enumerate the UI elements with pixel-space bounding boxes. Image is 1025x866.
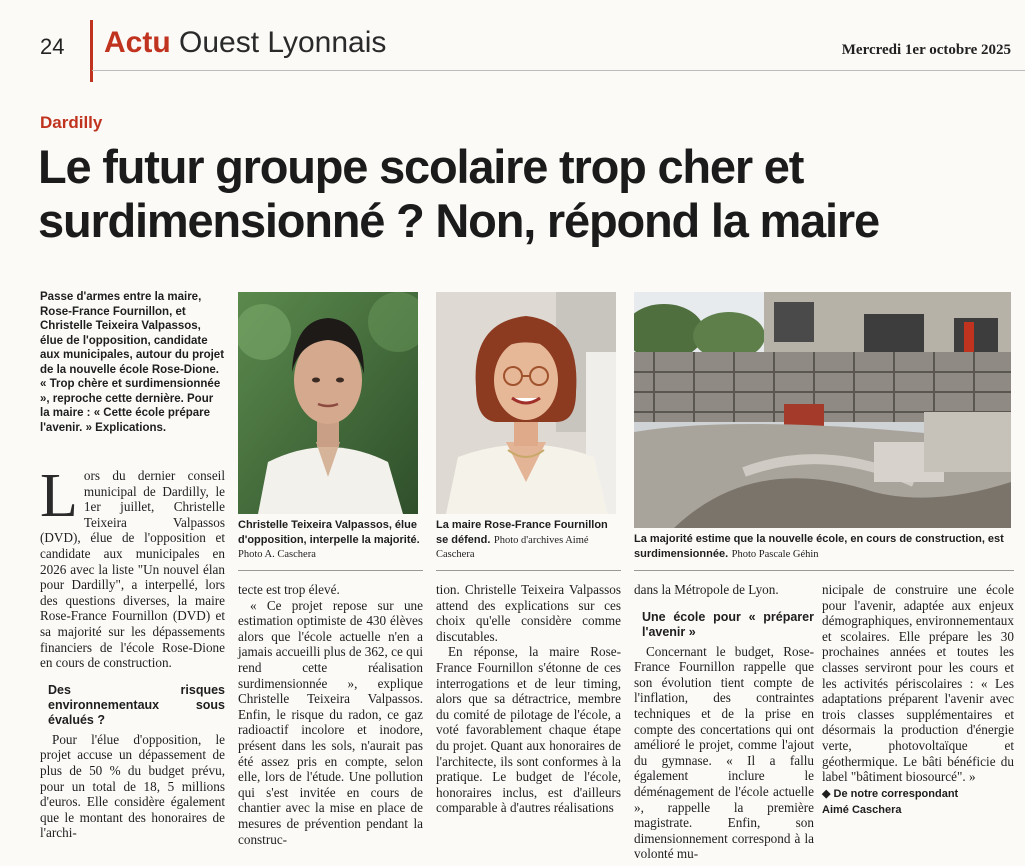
photo-opposition-councillor [238,292,418,514]
page-header [0,0,1025,82]
header-divider [90,20,93,82]
header-rule [92,70,1025,71]
subheading: Des risques environnementaux sous évalués ? [48,682,225,727]
byline-author: Aimé Caschera [822,803,902,816]
photo-caption-mayor [436,518,621,562]
drop-cap: L [40,462,78,530]
paragraph: En réponse, la maire Rose-France Fournillon s'étonne de ces interrogations et de leur timing, alors que sa détractrice, membre du comité de pilotage de l'école, a voté favorablement chaque étape du projet. Quant aux honoraires de l'architecte, ils sont conformes à la pratique. Le budget de l'école, honoraires inclus, est d'ailleurs comparable à d'autres réalisations [436,644,621,816]
byline-correspondent: ◆ De notre correspondant [822,787,959,800]
issue-date: Mercredi 1er octobre 2025 [841,42,1011,58]
portrait-photo-icon [436,292,616,514]
article-column-1 [40,462,225,841]
paragraph: dans la Métropole de Lyon. [634,582,779,597]
article-kicker: Dardilly [40,113,103,132]
subheading: Une école pour « préparer l'avenir » [642,609,814,639]
photo-credit: Photo d'archives Aimé Caschera [436,534,589,560]
article-column-5 [822,582,1014,817]
article-column-2 [238,582,423,847]
paragraph: « Ce projet repose sur une estimation optimiste de 430 élèves alors que l'école actuelle n'en a jamais accueilli plus de 362, ce qui rend cette réalisation surdimensionnée », explique Christelle Teixeira Valpassos. Enfin, le risque du radon, ce gaz radioactif incolore et inodore, présent dans les sols, n'aurait pas été assez pris en compte, selon elle, lors de l'étude. Une pollution qui s'est invitée en cours de chantier avec la mise en place de mesures de prévention pendant la construc- [238,597,423,847]
caption-text: La majorité estime que la nouvelle école, en cours de construction, est surdimensionnée. [634,533,1004,560]
caption-divider [634,570,1014,571]
photo-caption-opposition [238,518,423,562]
article-lede: Passe d'armes entre la maire, Rose-France Fournillon, et Christelle Teixeira Valpassos, élue de l'opposition, candidate aux municipales, autour du projet de la nouvelle école Rose-Dione. « Trop chère et surdimensionnée », reproche cette dernière. Pour la maire : « Cette école prépare l'avenir. » Explications. [40,291,225,434]
article-column-4 [634,582,814,862]
caption-text: Christelle Teixeira Valpassos, élue d'opposition, interpelle la majorité. [238,519,420,546]
caption-divider [436,570,621,571]
article-headline: Le futur groupe scolaire trop cher et surdimensionné ? Non, répond la maire [38,140,879,247]
section-name: Ouest Lyonnais [179,26,387,59]
caption-divider [238,570,423,571]
paragraph: nicipale de construire une école pour l'avenir, adaptée aux enjeux démographiques, environnementaux et scolaires. Elle prépare les 30 prochaines années et toutes les classes serviront pour les cours et les activités périscolaires : « Les adaptations préparent l'avenir avec trois classes supplémentaires et désormais la production d'énergie verte, photovoltaïque et géothermique. Le bâti bénéficie du label "bâtiment biosourcé". » [822,582,1014,785]
photo-mayor [436,292,616,514]
photo-credit: Photo A. Caschera [238,549,316,560]
photo-credit: Photo Pascale Géhin [731,548,819,560]
photo-construction-site [634,292,1011,528]
page-number: 24 [40,34,65,59]
article-column-3 [436,582,621,816]
paragraph: Pour l'élue d'opposition, le projet accuse un dépassement de plus de 50 % du budget prévu, pour un total de 18, 5 millions d'euros. Elle considère également que le montant des honoraires de l'archi- [40,731,225,841]
paragraph [40,462,225,671]
section-prefix: Actu [104,26,171,59]
paragraph-text: ors du dernier conseil municipal de Dardilly, le 1er juillet, Christelle Teixeira Valpassos (DVD), élue de l'opposition et candidate aux municipales en 2026 avec la liste "Un nouvel élan pour Dardilly", a interpellé, lors des questions diverses, la maire Rose-France Fournillon (DVD) et sa majorité sur les dépassements financiers de l'école Rose-Dione en cours de construction. [40,468,225,671]
paragraph: tion. Christelle Teixeira Valpassos attend des explications sur ces choix qu'elle considère comme discutables. [436,582,621,644]
photo-caption-construction [634,532,1014,561]
portrait-photo-icon [238,292,418,514]
paragraph: tecte est trop élevé. [238,582,340,597]
caption-text: La maire Rose-France Fournillon se défend. [436,519,608,546]
paragraph: Concernant le budget, Rose-France Fournillon rappelle que son évolution tient compte de l'inflation, des contraintes techniques et de la prise en compte des concertations qui ont amélioré le projet, comme l'ajout du gymnase. « Il a fallu également inclure le déménagement de l'école actuelle », rappelle la première magistrate. Enfin, son dimensionnement correspond à la volonté mu- [634,643,814,862]
construction-site-photo-icon [634,292,1011,528]
section-title [104,26,386,60]
